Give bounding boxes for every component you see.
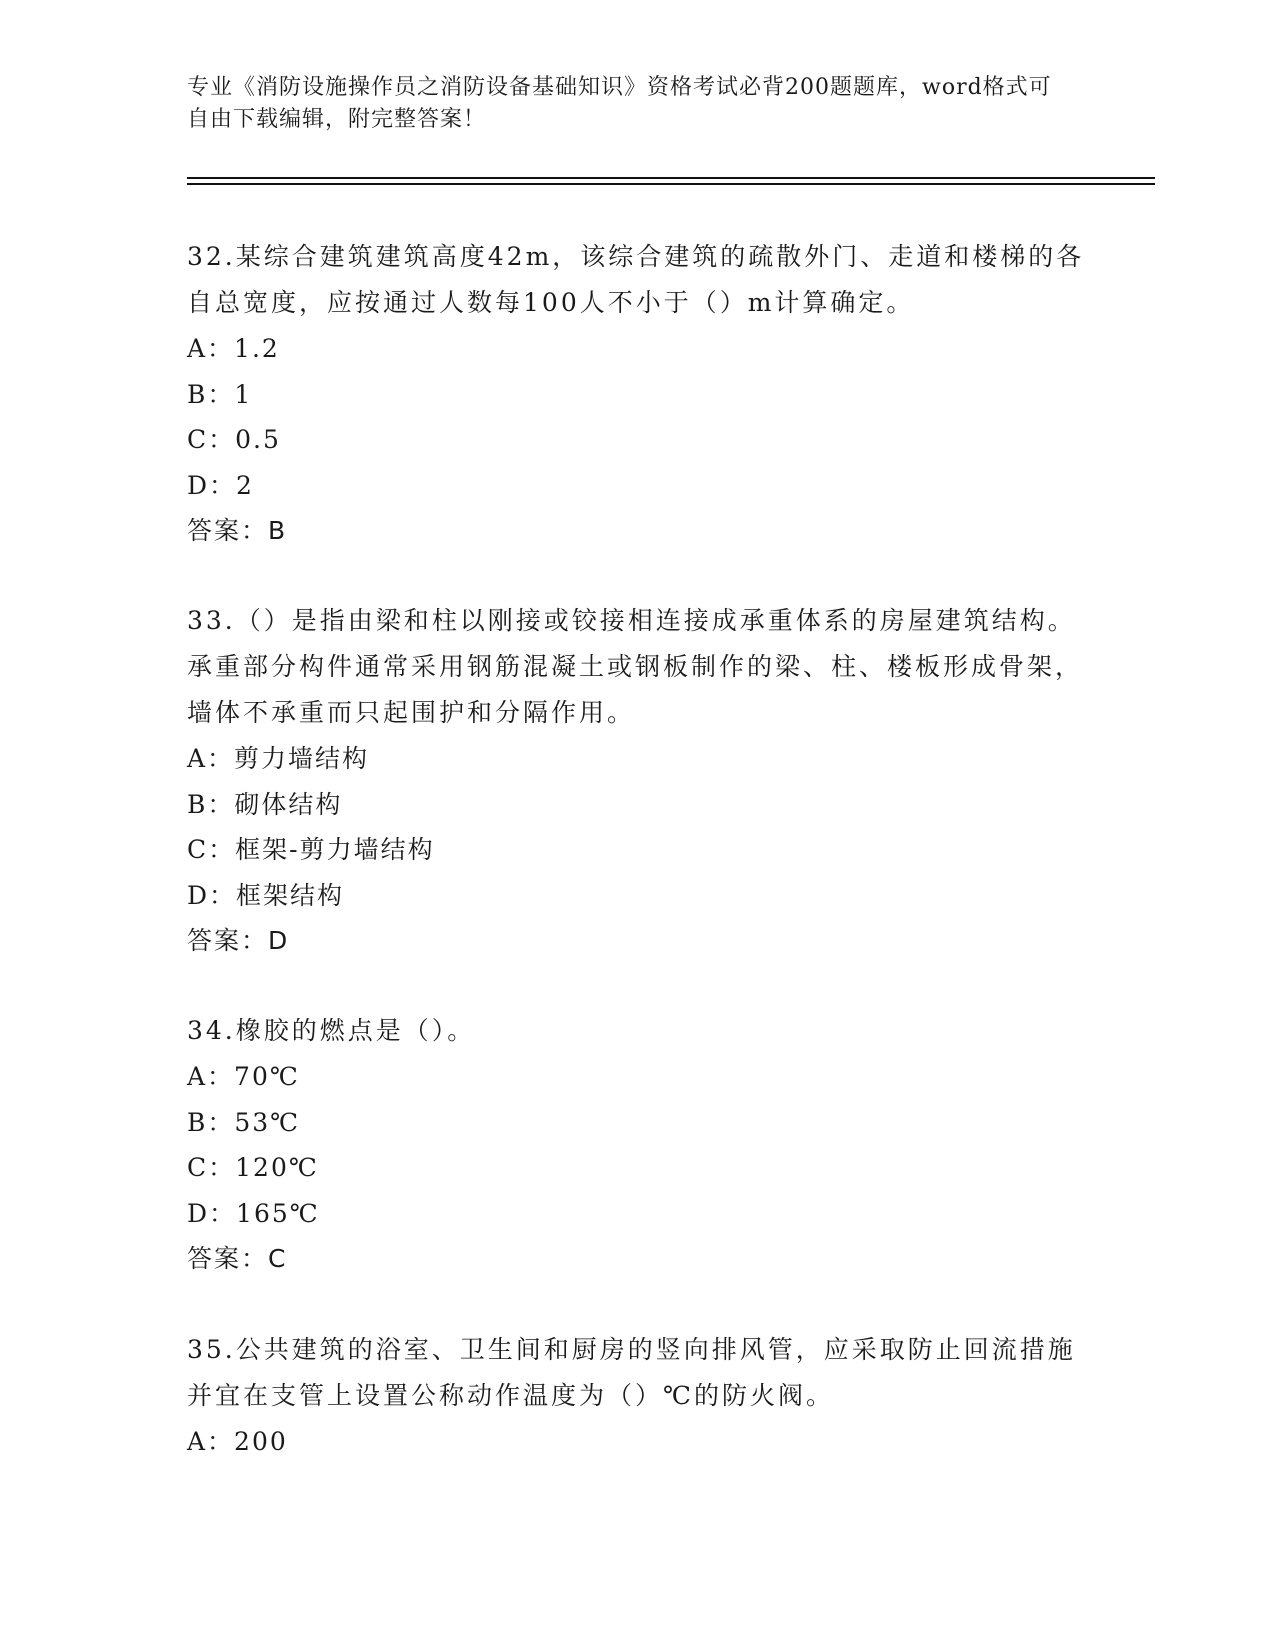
option-b: B：53℃ — [187, 1107, 301, 1137]
document-header — [187, 72, 1067, 136]
option-a: A：200 — [187, 1427, 288, 1456]
answer-line: 答案：B — [187, 516, 288, 545]
answer-line: 答案：C — [187, 1244, 288, 1273]
question-stem: 32.某综合建筑建筑高度42m，该综合建筑的疏散外门、走道和楼梯的各自总宽度，应按通过人数每100人不小于（）m计算确定。 — [187, 242, 1085, 317]
option-d: D：框架结构 — [187, 880, 345, 910]
header-text: 专业《消防设施操作员之消防设备基础知识》资格考试必背200题题库，word格式可自由下载编辑，附完整答案！ — [187, 75, 1052, 132]
option-d: D：2 — [187, 470, 254, 500]
option-c: C：0.5 — [187, 425, 281, 454]
option-a: A：1.2 — [187, 334, 280, 363]
option-c: C：120℃ — [187, 1153, 319, 1182]
answer-line: 答案：D — [187, 926, 290, 955]
option-a: A：70℃ — [187, 1062, 300, 1091]
question-stem: 34.橡胶的燃点是（）。 — [187, 1016, 476, 1045]
question-35 — [187, 1327, 1087, 1465]
header-divider-top — [187, 177, 1155, 179]
option-c: C：框架-剪力墙结构 — [187, 835, 435, 864]
question-34 — [187, 1008, 1087, 1282]
header-divider-bottom — [187, 183, 1155, 185]
question-32 — [187, 234, 1087, 554]
question-stem: 33.（）是指由梁和柱以刚接或铰接相连接成承重体系的房屋建筑结构。承重部分构件通常采用钢筋混凝土或钢板制作的梁、柱、楼板形成骨架，墙体不承重而只起围护和分隔作用。 — [187, 606, 1084, 727]
option-b: B：1 — [187, 379, 253, 409]
option-a: A：剪力墙结构 — [187, 744, 370, 773]
question-stem: 35.公共建筑的浴室、卫生间和厨房的竖向排风管，应采取防止回流措施并宜在支管上设置公称动作温度为（）℃的防火阀。 — [187, 1335, 1076, 1410]
option-b: B：砌体结构 — [187, 789, 343, 819]
option-d: D：165℃ — [187, 1198, 320, 1228]
question-33 — [187, 598, 1087, 964]
